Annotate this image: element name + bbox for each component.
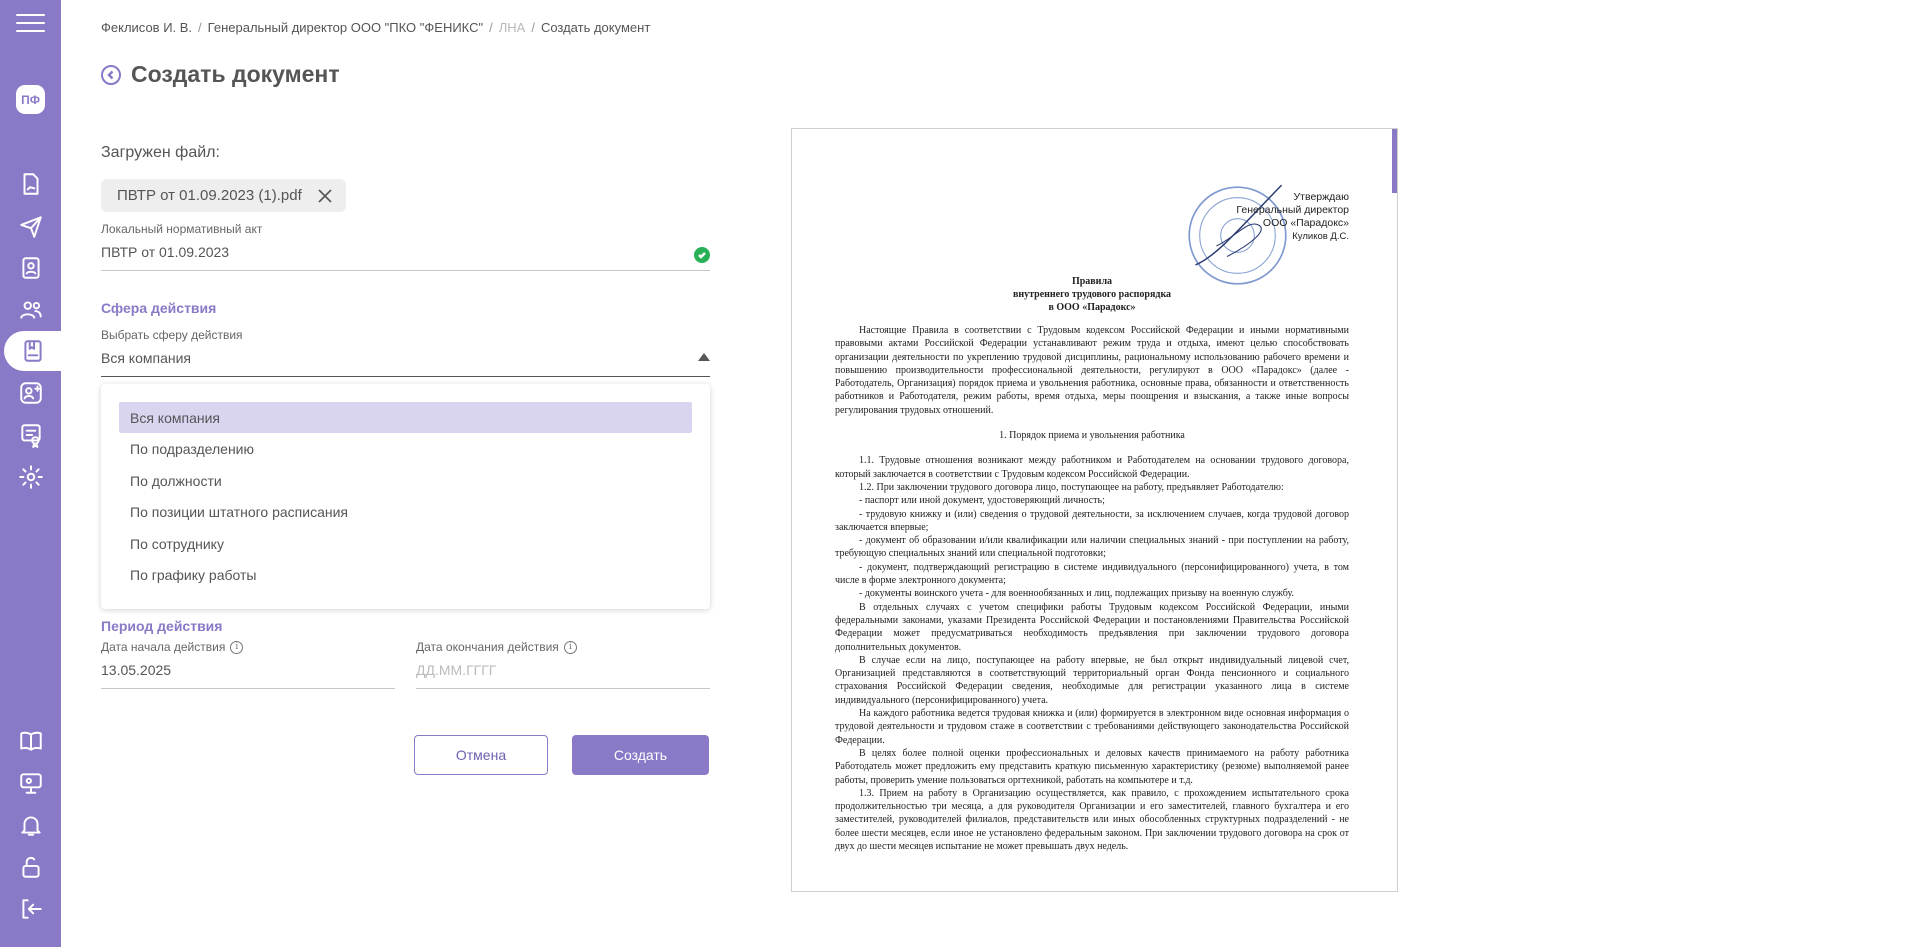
document-paragraph: - документы воинского учета - для военнообязанных и лиц, подлежащих призыву на военную службу.: [859, 588, 1295, 600]
back-arrow-icon[interactable]: [101, 65, 121, 85]
scope-option-department[interactable]: По подразделению: [130, 441, 254, 457]
start-date-field[interactable]: [101, 640, 395, 689]
breadcrumb: [101, 20, 650, 35]
add-user-icon[interactable]: [0, 373, 61, 413]
file-name: ПВТР от 01.09.2023 (1).pdf: [117, 187, 302, 204]
document-body: [835, 324, 1349, 853]
close-icon[interactable]: [316, 187, 334, 205]
document-title-line: внутреннего трудового распорядка: [1012, 289, 1172, 300]
document-paragraph: - паспорт или иной документ, удостоверяющий личность;: [859, 495, 1105, 507]
menu-icon[interactable]: [16, 14, 45, 32]
end-date-caption: Дата окончания действия: [416, 640, 559, 654]
scope-option-schedule[interactable]: По графику работы: [130, 567, 257, 583]
start-date-value: 13.05.2025: [101, 662, 172, 678]
approval-line: ООО «Парадокс»: [1262, 217, 1349, 229]
document-paragraph: - документ, подтверждающий регистрацию в системе индивидуального (персонифицированного) учета, в том числе в форме электронного документа;: [835, 561, 1349, 587]
document-paragraph: На каждого работника ведется трудовая книжка и (или) формируется в электронном виде основная информация о трудовой деятельности и трудовом стаже в соответствии с требованиями действующего законодательства Российской Федерации.: [835, 708, 1349, 746]
document-preview[interactable]: [791, 128, 1398, 892]
document-paragraph: 1.1. Трудовые отношения возникают между работником и Работодателем на основании трудового договора, который заключается в соответствии с Трудовым кодексом Российской Федерации.: [835, 455, 1349, 480]
document-title-line: в ООО «Парадокс»: [1048, 302, 1136, 313]
gear-icon[interactable]: [0, 457, 61, 497]
scope-select[interactable]: [101, 328, 710, 377]
breadcrumb-position[interactable]: Генеральный директор ООО "ПКО "ФЕНИКС": [207, 20, 484, 35]
caret-up-icon[interactable]: [698, 353, 710, 361]
unlock-icon[interactable]: [0, 847, 61, 887]
approval-block: [1236, 191, 1349, 243]
approval-line: Утверждаю: [1293, 191, 1349, 203]
approval-line: Куликов Д.С.: [1292, 231, 1349, 242]
start-date-caption: Дата начала действия: [101, 640, 226, 654]
document-paragraph: Настоящие Правила в соответствии с Трудовым кодексом Российской Федерации и иными нормативными правовыми актами Российской Федерации устанавливают режим труда и отдыха, имеют целью способствовать организации деятельности по укреплению трудовой дисциплины, рациональному использованию рабочего времени и повышению производительности профессиональной деятельности, регулируют в ООО «Парадокс» (далее - Работодатель, Организация) порядок приема и увольнения работника, основные права, обязанности и ответственность работников и Работодателя, режим работы, время отдыха, меры поощрения и взыскания, а также иные вопросы регулирования трудовых отношений.: [835, 325, 1349, 416]
document-paragraph: 1.3. Прием на работу в Организацию осуществляется, как правило, с прохождением испытательного срока продолжительностью три месяца, а для руководителя Организации и его заместителей, главного бухгалтера и его заместителей, руководителей филиалов, представительств или иных обособленных структурных подразделений - не более шести месяцев, если иное не установлено федеральным законом. При заключении трудового договора на срок от двух до шести месяцев испытание не может превышать двух недель.: [835, 787, 1349, 852]
document-title-line: Правила: [1071, 276, 1113, 287]
badge-icon[interactable]: [0, 248, 61, 288]
scope-caption: Выбрать сферу действия: [101, 328, 243, 342]
uploaded-file-label: Загружен файл:: [101, 144, 220, 161]
title-row: [101, 61, 340, 88]
scope-option-staff-position[interactable]: По позиции штатного расписания: [130, 504, 348, 520]
document-paragraph: В целях более полной оценки профессиональных и деловых качеств принимаемого на работу работника Работодатель может предложить ему представить краткую письменную характеристику (резюме) выполняемой ранее работы, проверить умение пользоваться оргтехникой, работать на компьютере и т.д.: [835, 747, 1349, 786]
presentation-icon[interactable]: [0, 763, 61, 803]
avatar[interactable]: ПФ: [16, 85, 45, 114]
scope-option-position[interactable]: По должности: [130, 472, 222, 489]
lna-caption: Локальный нормативный акт: [101, 222, 263, 236]
sidebar: [0, 0, 61, 947]
scope-value: Вся компания: [101, 350, 192, 366]
period-heading: Период действия: [101, 618, 223, 634]
cancel-button[interactable]: Отмена: [414, 735, 548, 775]
breadcrumb-separator: /: [198, 20, 202, 35]
bell-icon[interactable]: [0, 805, 61, 845]
file-chip: [101, 179, 346, 212]
scrollbar-thumb[interactable]: [1392, 129, 1397, 193]
document-icon[interactable]: [0, 164, 61, 204]
scope-option-all[interactable]: Вся компания: [119, 402, 692, 433]
lna-value: ПВТР от 01.09.2023: [101, 244, 230, 260]
breadcrumb-lna[interactable]: ЛНА: [498, 20, 526, 35]
bookmark-document-icon[interactable]: [4, 331, 61, 371]
document-paragraph: - документ об образовании и/или квалификации или наличии специальных знаний - при поступлении на работу, требующую специальных знаний или специальной подготовки;: [835, 535, 1349, 560]
approval-line: Генеральный директор: [1236, 204, 1349, 216]
document-paragraph: - трудовую книжку и (или) сведения о трудовой деятельности, за исключением случаев, когда трудовой договор заключается впервые;: [835, 508, 1349, 533]
document-paragraph: В случае если на лицо, поступающее на работу впервые, не был открыт индивидуальный лицевой счет, Организацией представляются в соответствующий территориальный орган Фонда пенсионного и социального страхования Российской Федерации сведения, необходимые для регистрации указанного лица в системе индивидуального (персонифицированного) учета.: [835, 654, 1349, 706]
scope-option-employee[interactable]: По сотруднику: [130, 535, 224, 552]
end-date-placeholder: ДД.ММ.ГГГГ: [416, 662, 497, 678]
document-paragraph: В отдельных случаях с учетом специфики работы Трудовым кодексом Российской Федерации, иными федеральными законами, указами Президента Российской Федерации и постановлениями Правительства Российской Федерации может предусматриваться необходимость предъявления при заключении трудового договора дополнительных документов.: [835, 601, 1349, 653]
info-icon[interactable]: i: [564, 641, 577, 654]
logout-icon[interactable]: [0, 889, 61, 929]
scope-heading: Сфера действия: [101, 300, 217, 316]
certificate-icon[interactable]: [0, 415, 61, 455]
end-date-field[interactable]: [416, 640, 710, 689]
breadcrumb-separator: /: [489, 20, 493, 35]
check-circle-icon: [694, 247, 710, 263]
lna-field[interactable]: [101, 222, 710, 271]
breadcrumb-current: Создать документ: [540, 20, 651, 35]
document-paragraph: 1.2. При заключении трудового договора лицо, поступающее на работу, предъявляет Работодателю:: [859, 481, 1284, 493]
send-icon[interactable]: [0, 206, 61, 246]
document-page: [835, 191, 1349, 853]
document-section-heading: 1. Порядок приема и увольнения работника: [999, 430, 1185, 442]
breadcrumb-separator: /: [531, 20, 535, 35]
info-icon[interactable]: i: [230, 641, 243, 654]
book-icon[interactable]: [0, 721, 61, 761]
users-icon[interactable]: [0, 290, 61, 330]
create-button[interactable]: Создать: [572, 735, 709, 775]
page-title: Создать документ: [131, 61, 340, 87]
scope-dropdown: [101, 384, 710, 609]
breadcrumb-user[interactable]: Феклисов И. В.: [101, 20, 193, 35]
